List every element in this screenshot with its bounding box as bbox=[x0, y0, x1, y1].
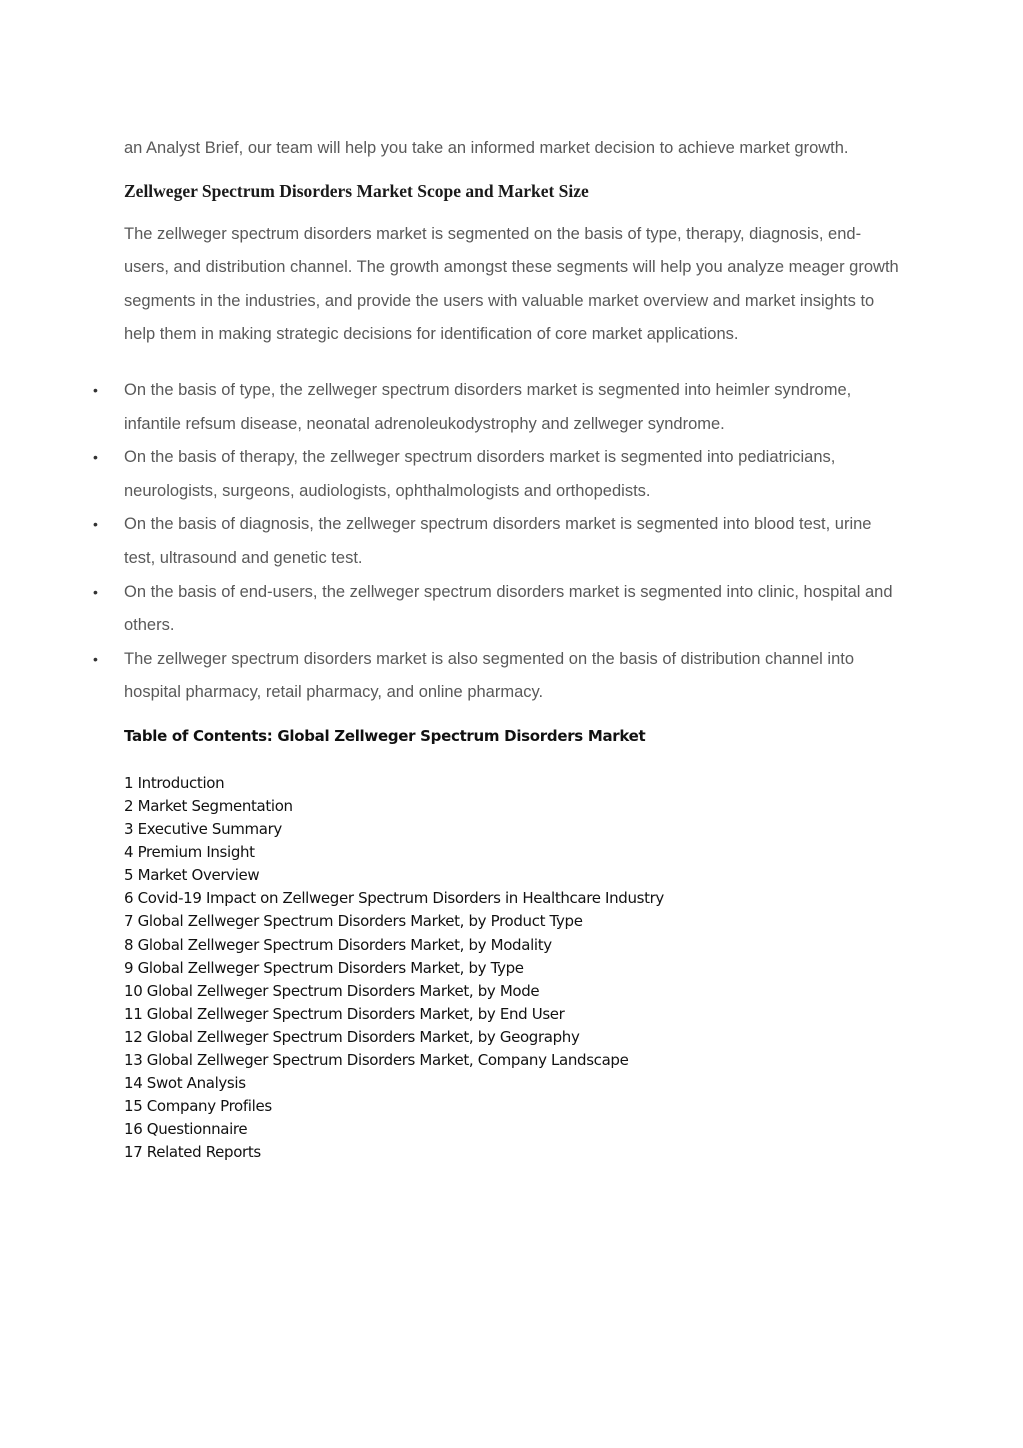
toc-item: 5 Market Overview bbox=[124, 866, 260, 885]
toc-item: 6 Covid-19 Impact on Zellweger Spectrum Disorders in Healthcare Industry bbox=[124, 889, 664, 908]
toc-title: Table of Contents: Global Zellweger Spectrum Disorders Market bbox=[124, 726, 646, 745]
list-item bbox=[93, 441, 904, 508]
toc-item: 9 Global Zellweger Spectrum Disorders Market, by Type bbox=[124, 958, 524, 977]
toc-item: 2 Market Segmentation bbox=[124, 797, 293, 815]
scope-paragraph: The zellweger spectrum disorders market is segmented on the basis of type, therapy, diagnosis, end-users, and distribution channel. The growth amongst these segments will help you analyze meager growth segments in the industries, and provide the users with valuable market overview and market insights to help them in making strategic decisions for identification of core market applications. bbox=[124, 224, 899, 344]
toc-item: 8 Global Zellweger Spectrum Disorders Market, by Modality bbox=[124, 935, 552, 954]
list-item-text: On the basis of type, the zellweger spectrum disorders market is segmented into heimler syndrome, infantile refsum disease, neonatal adrenoleukodystrophy and zellweger syndrome. bbox=[124, 380, 852, 433]
toc-item: 10 Global Zellweger Spectrum Disorders Market, by Mode bbox=[124, 981, 540, 1000]
toc-item: 3 Executive Summary bbox=[124, 820, 282, 839]
bullet-icon: • bbox=[93, 650, 98, 667]
list-item bbox=[93, 374, 904, 441]
list-item-text: On the basis of therapy, the zellweger spectrum disorders market is segmented into pediatricians, neurologists, surgeons, audiologists, ophthalmologists and orthopedists. bbox=[124, 448, 836, 500]
toc-item: 14 Swot Analysis bbox=[124, 1074, 246, 1093]
list-item bbox=[93, 576, 904, 643]
scope-heading: Zellweger Spectrum Disorders Market Scope and Market Size bbox=[124, 180, 589, 201]
list-item-text: On the basis of end-users, the zellweger spectrum disorders market is segmented into clinic, hospital and others. bbox=[124, 582, 893, 635]
segmentation-list bbox=[93, 374, 904, 710]
toc-item: 4 Premium Insight bbox=[124, 843, 255, 862]
toc-item: 17 Related Reports bbox=[124, 1143, 261, 1162]
table-of-contents bbox=[124, 772, 904, 1165]
toc-item: 13 Global Zellweger Spectrum Disorders Market, Company Landscape bbox=[124, 1051, 629, 1070]
list-item bbox=[93, 508, 904, 575]
toc-item: 16 Questionnaire bbox=[124, 1120, 248, 1139]
bullet-icon: • bbox=[93, 381, 98, 398]
toc-item: 12 Global Zellweger Spectrum Disorders Market, by Geography bbox=[124, 1027, 580, 1046]
toc-item: 7 Global Zellweger Spectrum Disorders Market, by Product Type bbox=[124, 912, 583, 931]
list-item-text: The zellweger spectrum disorders market is also segmented on the basis of distribution channel into hospital pharmacy, retail pharmacy, and online pharmacy. bbox=[124, 649, 855, 702]
list-item bbox=[93, 643, 904, 710]
bullet-icon: • bbox=[93, 449, 98, 466]
bullet-icon: • bbox=[93, 516, 98, 533]
list-item-text: On the basis of diagnosis, the zellweger spectrum disorders market is segmented into blood test, urine test, ultrasound and genetic test. bbox=[124, 515, 872, 567]
intro-paragraph: an Analyst Brief, our team will help you take an informed market decision to achieve market growth. bbox=[124, 139, 849, 157]
document-page bbox=[93, 132, 904, 1165]
toc-item: 15 Company Profiles bbox=[124, 1097, 272, 1116]
bullet-icon: • bbox=[93, 583, 98, 600]
toc-item: 1 Introduction bbox=[124, 773, 225, 792]
toc-item: 11 Global Zellweger Spectrum Disorders Market, by End User bbox=[124, 1004, 565, 1023]
